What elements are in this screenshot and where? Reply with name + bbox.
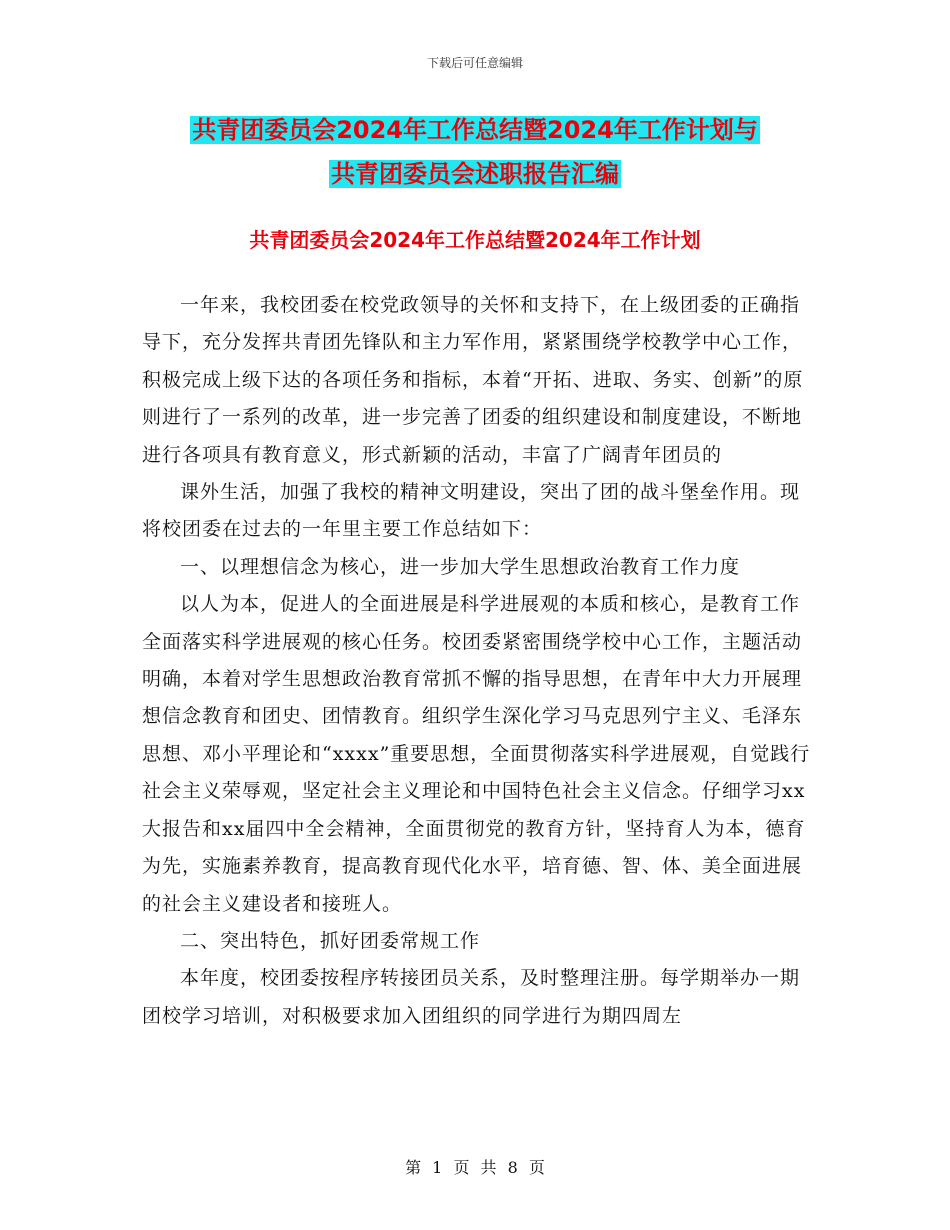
page-header-note: 下载后可任意编辑	[426, 56, 523, 70]
paragraph: 本年度，校团委按程序转接团员关系，及时整理注册。每学期举办一期团校学习培训，对积极要求加入团组织的同学进行为期四周左	[142, 967, 801, 1027]
section-title: 共青团委员会2024年工作总结暨2024年工作计划	[249, 228, 701, 252]
section-heading: 二、突出特色，抓好团委常规工作	[180, 929, 481, 952]
paragraph: 以人为本，促进人的全面进展是科学进展观的本质和核心，是教育工作全面落实科学进展观的核心任务。校团委紧密围绕学校中心工作，主题活动明确，本着对学生思想政治教育常抓不懈的指导思想，在青年中大力开展理想信念教育和团史、团情教育。组织学生深化学习马克思列宁主义、毛泽东思想、邓小平理论和“xxxx”重要思想，全面贯彻落实科学进展观，自觉践行社会主义荣辱观，坚定社会主义理论和中国特色社会主义信念。仔细学习xx大报告和xx届四中全会精神，全面贯彻党的教育方针，坚持育人为本，德育为先，实施素养教育，提高教育现代化水平，培育德、智、体、美全面进展的社会主义建设者和接班人。	[142, 593, 811, 915]
paragraph: 一年来，我校团委在校党政领导的关怀和支持下，在上级团委的正确指导下，充分发挥共青团先锋队和主力军作用，紧紧围绕学校教学中心工作，积极完成上级下达的各项任务和指标，本着“开拓、进取、务实、创新”的原则进行了一系列的改革，进一步完善了团委的组织建设和制度建设，不断地进行各项具有教育意义，形式新颖的活动，丰富了广阔青年团员的	[142, 294, 804, 466]
document-title-line-1: 共青团委员会2024年工作总结暨2024年工作计划与	[192, 116, 758, 144]
paragraph: 课外生活，加强了我校的精神文明建设，突出了团的战斗堡垒作用。现将校团委在过去的一年里主要工作总结如下：	[142, 481, 801, 541]
page-number: 第 1 页 共 8 页	[405, 1158, 545, 1177]
section-heading: 一、以理想信念为核心，进一步加大学生思想政治教育工作力度	[180, 555, 741, 578]
document-title-line-2: 共青团委员会述职报告汇编	[331, 160, 619, 188]
document-body	[142, 287, 812, 1035]
